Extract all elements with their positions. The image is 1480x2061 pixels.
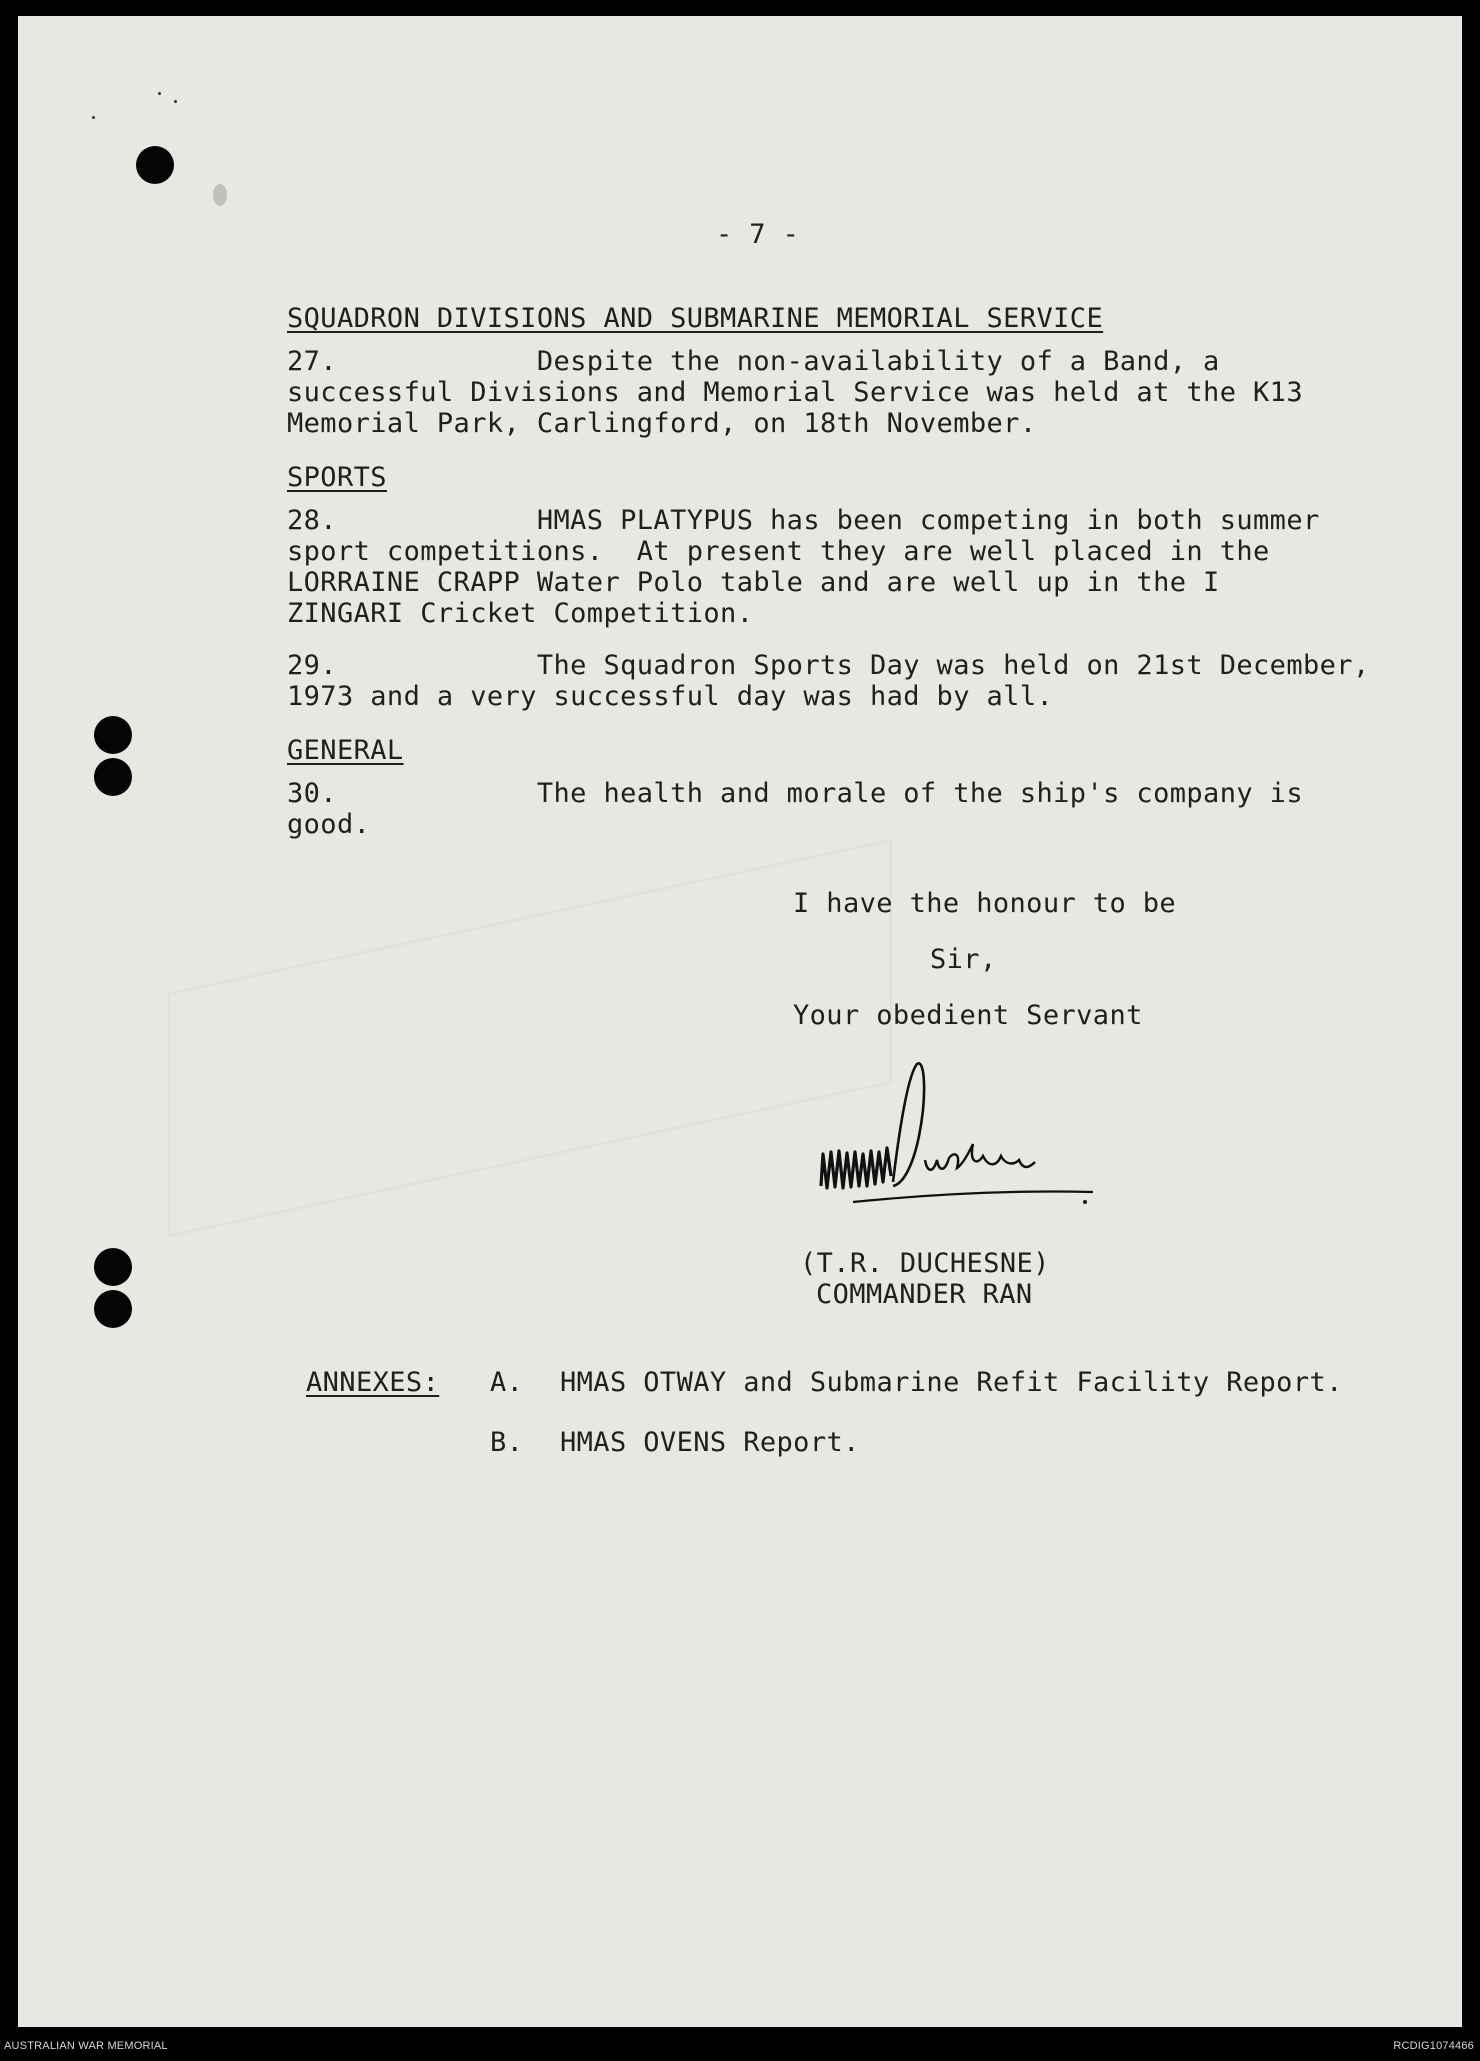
annexes-label: ANNEXES:	[306, 1367, 440, 1398]
punch-hole	[136, 146, 174, 184]
punch-hole	[94, 758, 132, 796]
document-page	[18, 16, 1462, 2027]
paragraph-line: 29. The Squadron Sports Day was held on 21st December,	[287, 650, 1370, 681]
paper-watermark	[168, 839, 892, 1237]
paper-speck	[92, 116, 95, 119]
paragraph-line: successful Divisions and Memorial Service was held at the K13	[287, 377, 1303, 408]
punch-hole	[94, 1290, 132, 1328]
paper-speck	[213, 184, 227, 206]
footer-record-id: RCDIG1074466	[1393, 2040, 1474, 2052]
punch-hole	[94, 1248, 132, 1286]
handwritten-signature	[793, 1056, 1113, 1216]
paragraph-line: 1973 and a very successful day was had by all.	[287, 681, 1054, 712]
paper-speck	[174, 100, 177, 103]
paper-speck	[158, 92, 161, 95]
annex-letter-a: A.	[490, 1367, 524, 1398]
section-heading-sports: SPORTS	[287, 462, 387, 493]
paragraph-line: good.	[287, 809, 371, 840]
paragraph-line: 30. The health and morale of the ship's company is	[287, 778, 1303, 809]
closing-honour: I have the honour to be	[793, 888, 1177, 919]
annex-item-a: HMAS OTWAY and Submarine Refit Facility Report.	[560, 1367, 1343, 1398]
closing-servant: Your obedient Servant	[793, 1000, 1143, 1031]
closing-sir: Sir,	[930, 944, 997, 975]
paragraph-line: 27. Despite the non-availability of a Band, a	[287, 346, 1220, 377]
annex-item-b: HMAS OVENS Report.	[560, 1427, 860, 1458]
section-heading-memorial-service: SQUADRON DIVISIONS AND SUBMARINE MEMORIAL SERVICE	[287, 303, 1104, 334]
signatory-rank: COMMANDER RAN	[816, 1279, 1033, 1310]
annex-letter-b: B.	[490, 1427, 524, 1458]
paragraph-line: sport competitions. At present they are well placed in the	[287, 536, 1270, 567]
paragraph-line: LORRAINE CRAPP Water Polo table and are well up in the I	[287, 567, 1220, 598]
footer-archive-name: AUSTRALIAN WAR MEMORIAL	[4, 2040, 168, 2052]
paragraph-line: 28. HMAS PLATYPUS has been competing in both summer	[287, 505, 1320, 536]
signatory-name: (T.R. DUCHESNE)	[800, 1248, 1050, 1279]
paragraph-line: ZINGARI Cricket Competition.	[287, 598, 754, 629]
page-number: - 7 -	[716, 219, 800, 250]
paragraph-line: Memorial Park, Carlingford, on 18th November.	[287, 408, 1037, 439]
punch-hole	[94, 716, 132, 754]
section-heading-general: GENERAL	[287, 735, 404, 766]
